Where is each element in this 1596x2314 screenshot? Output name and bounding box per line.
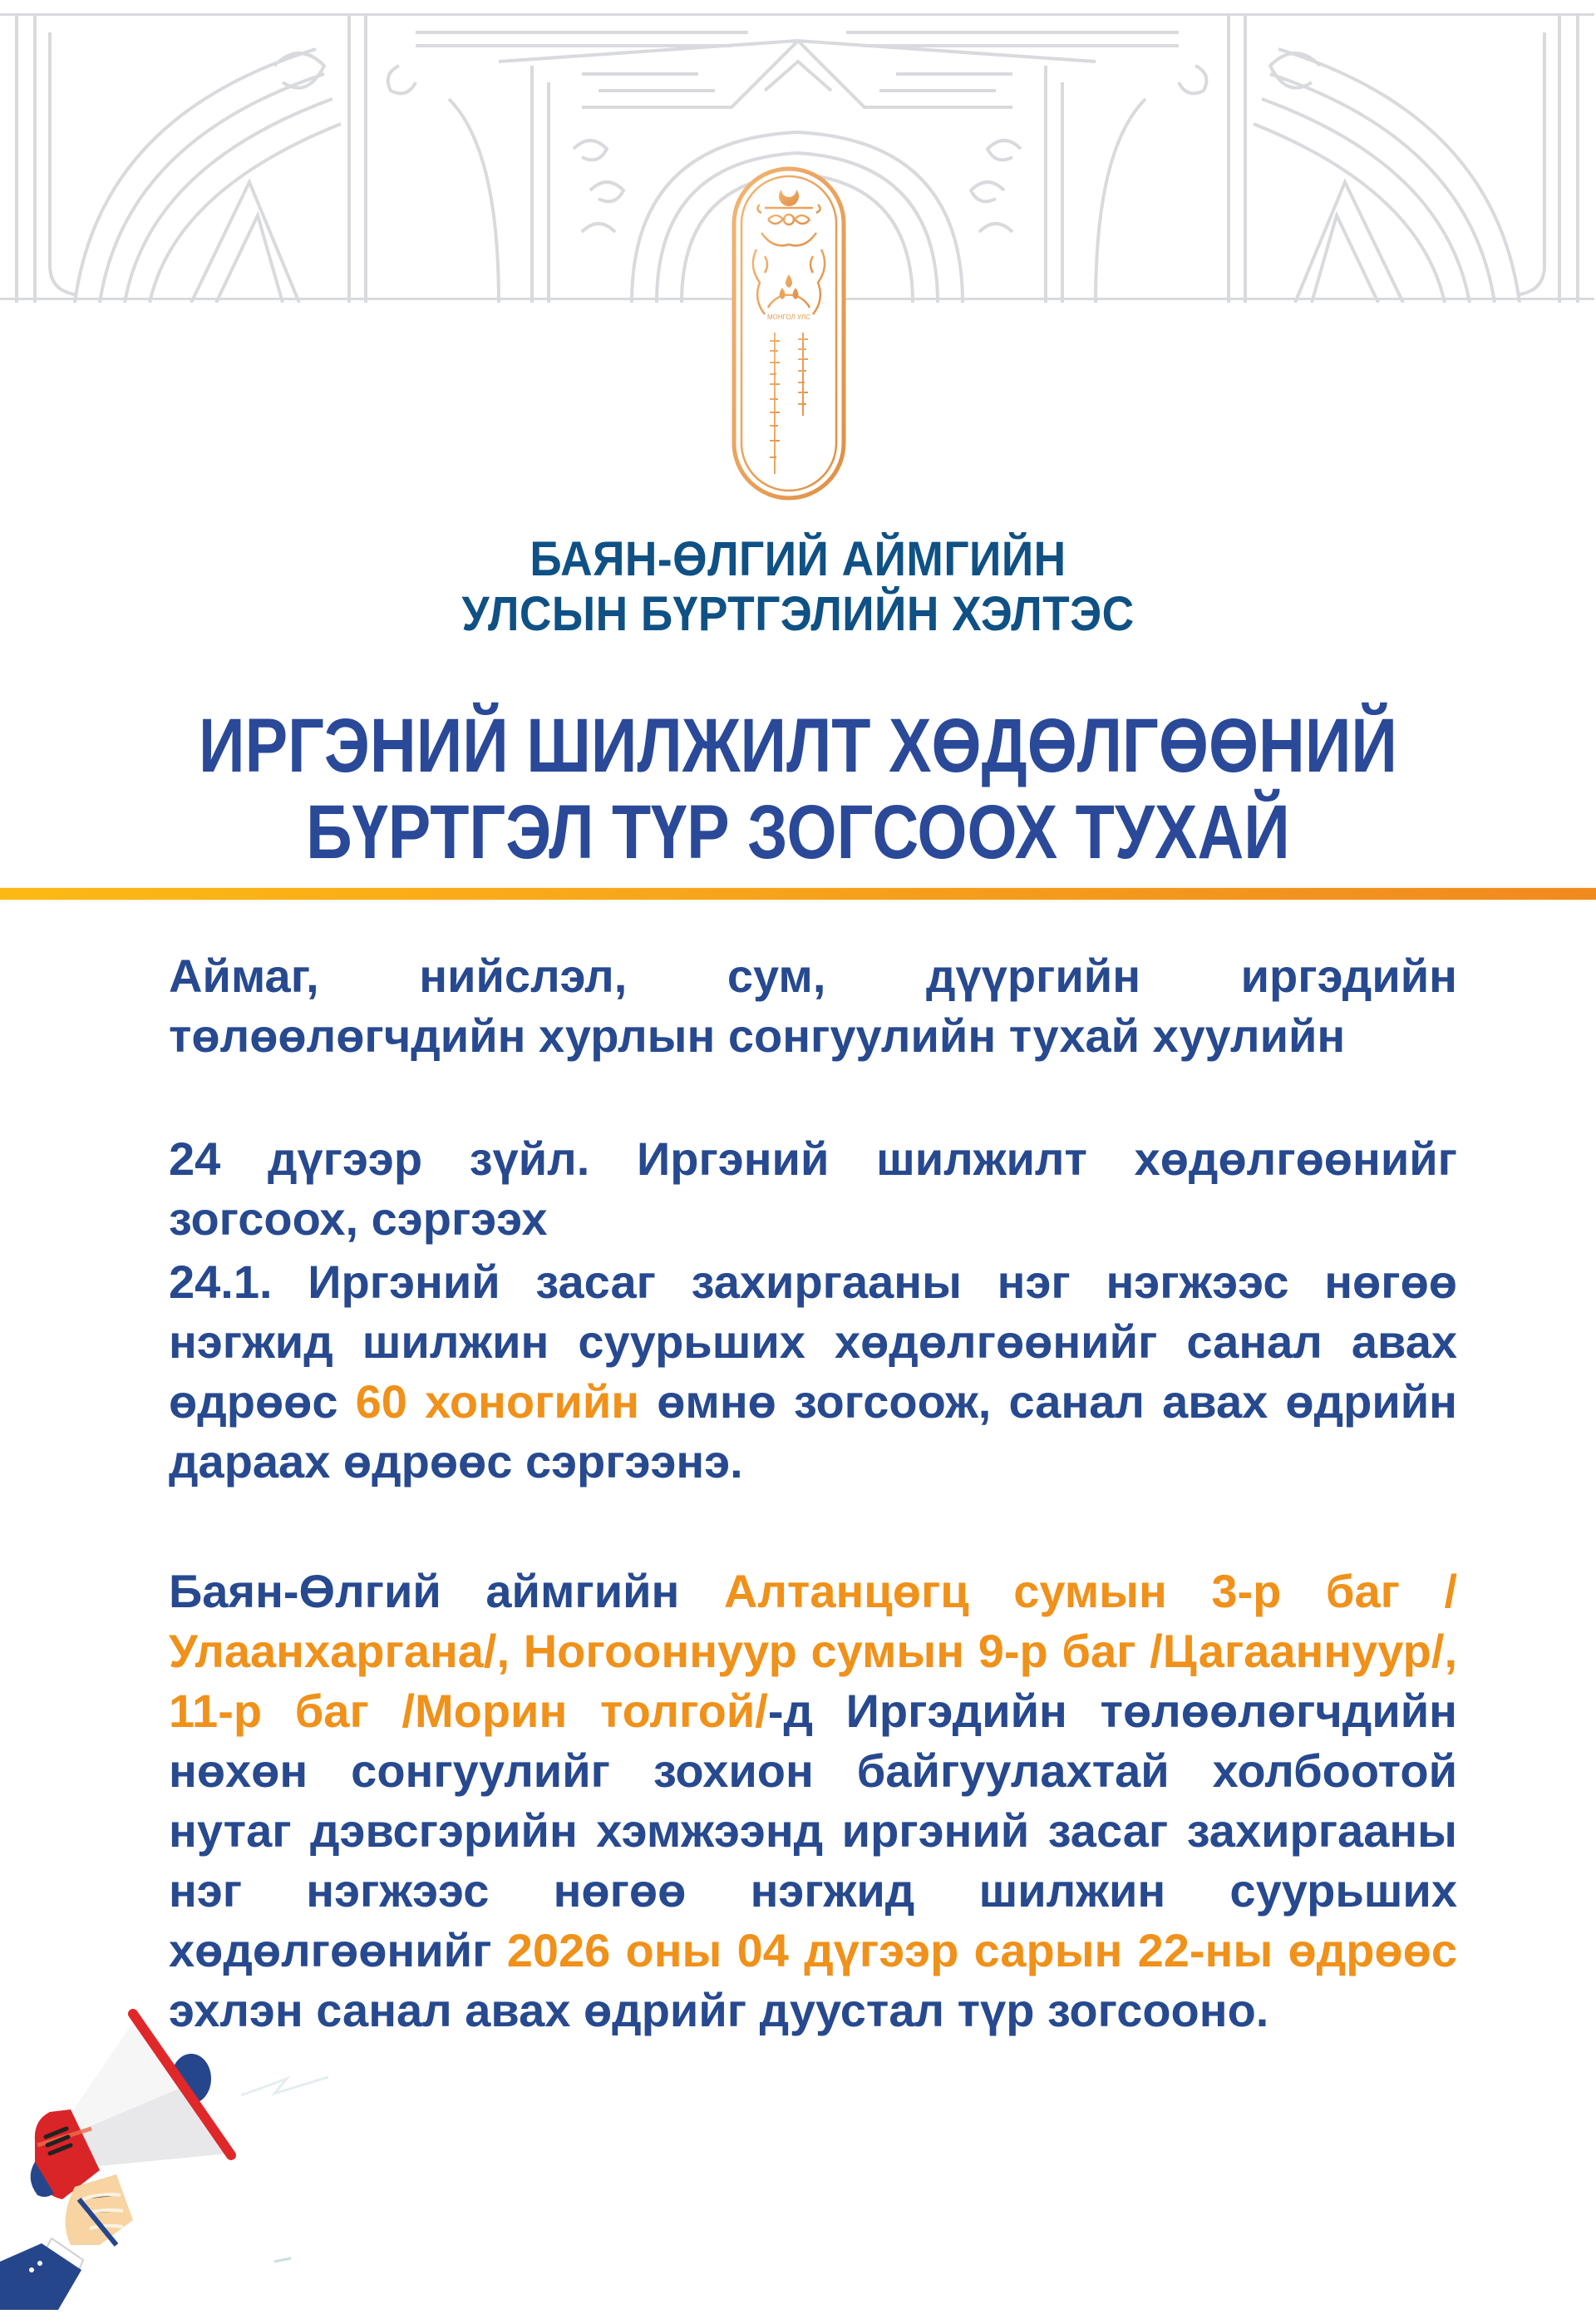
clause-text-before: Иргэний засаг захиргааны нэг нэгжээс нөгөө нэгжид шилжин суурьших хөдөлгөөнийг санал авах өдрөөс	[169, 1256, 1457, 1428]
megaphone-illustration	[0, 1996, 349, 2310]
title-line-2: БҮРТГЭЛ ТҮР ЗОГСООХ ТУХАЙ	[306, 790, 1290, 875]
announcement-date: 2026 оны 04 дүгээр сарын 22-ны өдрөөс	[506, 1924, 1457, 1976]
orange-divider	[0, 888, 1596, 900]
clause-number: 24.1.	[169, 1256, 273, 1308]
organization-name	[64, 532, 1532, 642]
clause-highlight: 60 хоногийн	[355, 1375, 640, 1428]
clause-text-after: өмнө зогсоож, санал авах өдрийн дараах өдрөөс сэргээнэ.	[169, 1375, 1458, 1488]
organization-line-1: БАЯН-ӨЛГИЙ АЙМГИЙН	[530, 532, 1066, 586]
state-emblem	[732, 166, 846, 501]
announcement-intro: Баян-Өлгий аймгийн	[169, 1565, 680, 1617]
announcement-closing: эхлэн санал авах өдрийг дуустал түр зогсооно.	[169, 1984, 1269, 2036]
emblem-text: МОНГОЛ УЛС	[767, 313, 810, 321]
law-reference-text: Аймаг, нийслэл, сум, дүүргийн иргэдийн төлөөлөгчдийн хурлын сонгуулийн тухай хуулийн	[169, 950, 1457, 1062]
page-title	[128, 703, 1469, 876]
state-emblem-icon	[732, 166, 846, 501]
announcement-suffix: -д Иргэдийн төлөөлөгчдийн нөхөн сонгуулийг зохион байгуулахтай холбоотой нутаг дэвсгэрийн хэмжээнд иргэний засаг захиргааны нэг нэгжээс нөгөө нэгжид шилжин суурьших хөдөлгөөнийг	[169, 1685, 1457, 1976]
announcement	[169, 1562, 1457, 2040]
law-reference	[169, 946, 1457, 1066]
megaphone-icon	[0, 1996, 349, 2310]
article-clause	[169, 1252, 1457, 1492]
organization-line-2: УЛСЫН БҮРТГЭЛИЙН ХЭЛТЭС	[461, 587, 1135, 641]
announcement-locations: Алтанцөгц сумын 3-р баг /Улаанхаргана/, Ногооннуур сумын 9-р баг /Цагааннуур/, 11-р баг /Морин толгой/	[169, 1565, 1458, 1737]
article-heading	[169, 1129, 1457, 1249]
article-heading-text: Иргэний шилжилт хөдөлгөөнийг зогсоох, сэргээх	[169, 1132, 1457, 1245]
title-line-1: ИРГЭНИЙ ШИЛЖИЛТ ХӨДӨЛГӨӨНИЙ	[199, 703, 1397, 788]
article-number: 24 дүгээр зүйл.	[169, 1132, 590, 1185]
